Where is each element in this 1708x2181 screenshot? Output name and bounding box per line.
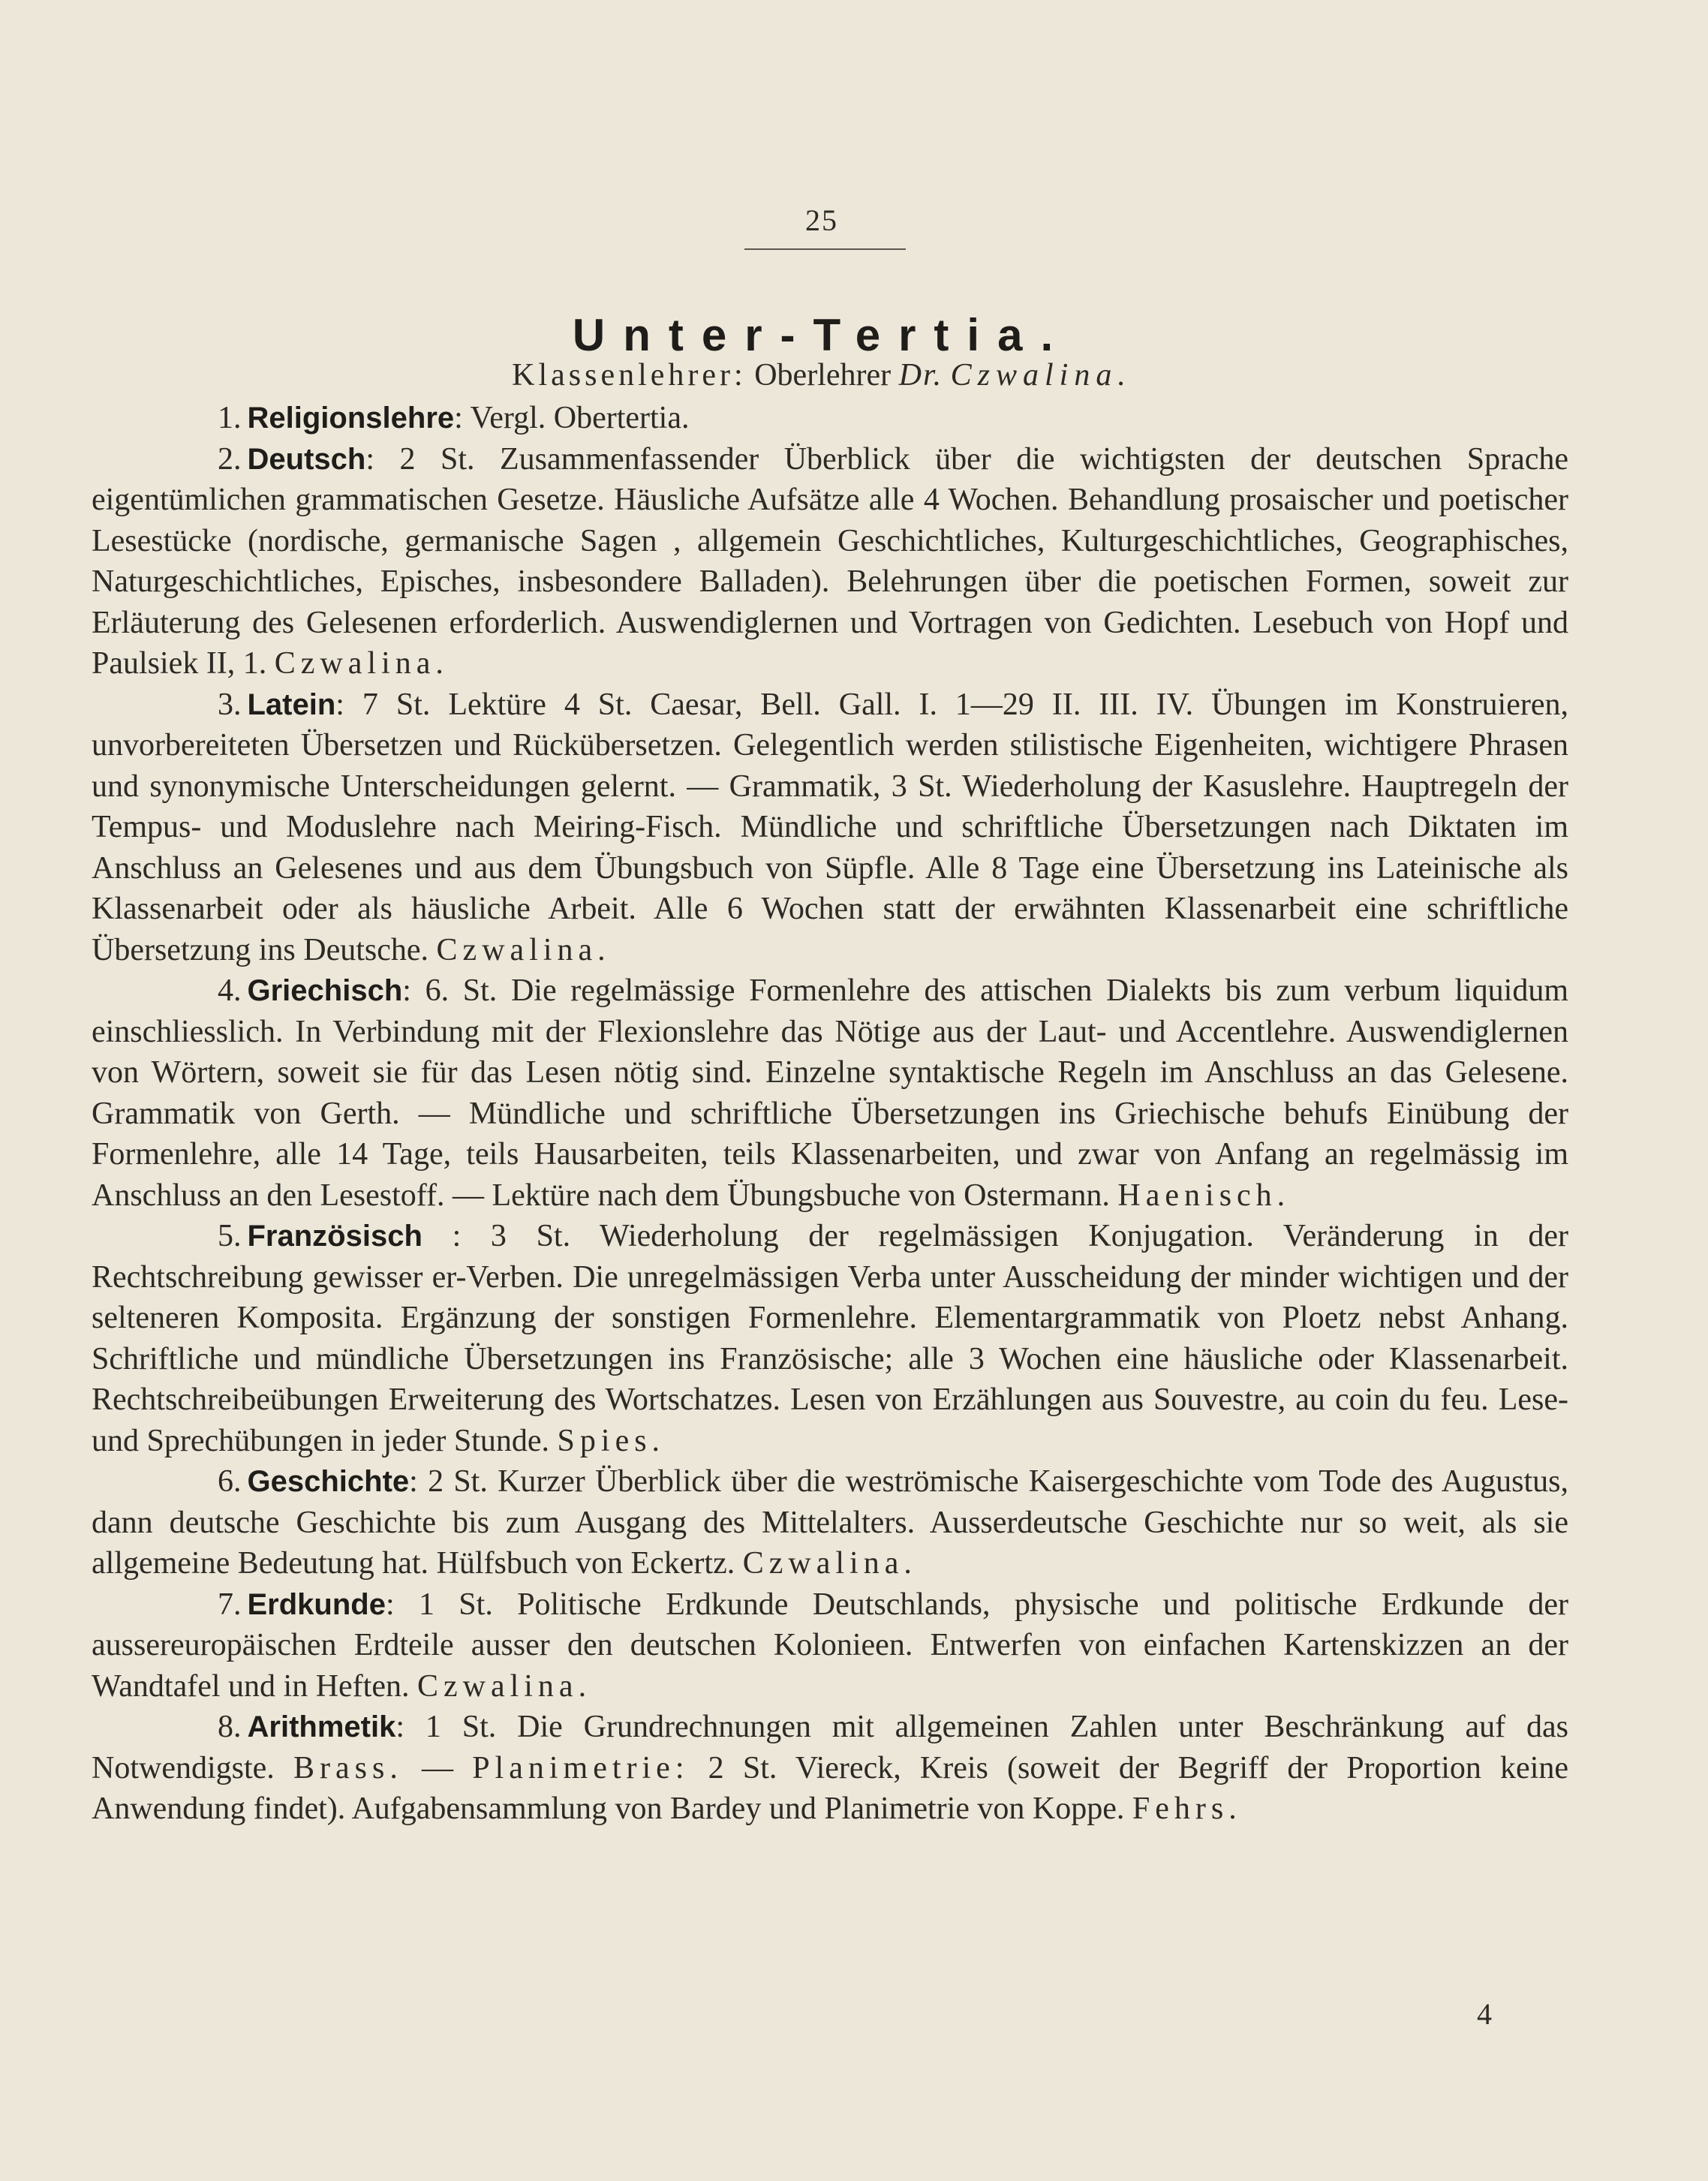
subject-arithmetik <box>92 1707 1568 1830</box>
subject-number: 2. <box>218 441 242 477</box>
subject-teacher: Czwalina. <box>416 1668 592 1704</box>
subject-latein <box>92 684 1568 971</box>
subject-name: Geschichte <box>247 1465 410 1498</box>
subject-separator: : <box>335 687 344 722</box>
subject-number: 8. <box>218 1710 242 1744</box>
subject-list <box>92 398 1568 1830</box>
subject-separator: : <box>365 441 374 477</box>
page-number: 25 <box>805 203 838 237</box>
subject-separator: : <box>454 401 463 435</box>
subject-name: Erdkunde <box>247 1587 386 1621</box>
subject-erdkunde <box>92 1584 1568 1707</box>
class-teacher-name: Czwalina. <box>950 358 1132 393</box>
subject-text: 1 St. Die Grundrechnungen mit allgemeinen Zahlen unter Beschränkung auf das Notwendigste. <box>92 1710 1568 1785</box>
subject-text: 1 St. Politische Erdkunde Deutschlands, physische und politische Erdkunde der aussereuropäischen Erdteile ausser den deutschen Kolonieen. Entwerfen von einfachen Kartenskizzen an der Wandtafel und in Heften. <box>92 1587 1568 1704</box>
class-teacher-title: Dr. <box>898 358 943 393</box>
subject-separator: : <box>409 1464 418 1499</box>
subject-text: 6. St. Die regelmässige Formenlehre des attischen Dialekts bis zum verbum liquidum einschliesslich. In Verbindung mit der Flexionslehre das Nötige aus der Laut- und Accentlehre. Auswendiglernen von Wörtern, soweit sie für das Lesen nötig sind. Einzelne syntaktische Regeln im Anschluss an das Gelesene. Grammatik von Gerth. — Mündliche und schriftliche Übersetzungen ins Griechische behufs Einübung der Formenlehre, alle 14 Tage, teils Hausarbeiten, teils Klassenarbeiten, und zwar von Anfang an regelmässig im Anschluss an den Lesestoff. — Lektüre nach dem Übungsbuche von Ostermann. <box>92 973 1568 1213</box>
subject-text-planimetrie: 2 St. Viereck, Kreis (soweit der Begriff der Proportion keine Anwendung findet). Aufgabensammlung von Bardey und Planimetrie von Koppe. <box>92 1750 1568 1826</box>
subject-number: 3. <box>218 687 242 722</box>
subject-deutsch <box>92 439 1568 684</box>
subject-text: 7 St. Lektüre 4 St. Caesar, Bell. Gall. I. 1—29 II. III. IV. Übungen im Konstruieren, unvorbereiteten Übersetzen und Rückübersetzen. Gelegentlich werden stilistische Eigenheiten, wichtigere Phrasen und synonymische Unterscheidungen gelernt. — Grammatik, 3 St. Wiederholung der Kasuslehre. Hauptregeln der Tempus- und Moduslehre nach Meiring-Fisch. Mündliche und schriftliche Übersetzungen nach Diktaten im Anschluss an Gelesenes und aus dem Übungsbuch von Süpfle. Alle 8 Tage eine Übersetzung ins Lateinische als Klassenarbeit oder als häusliche Arbeit. Alle 6 Wochen statt der erwähnten Klassenarbeit eine schriftliche Übersetzung ins Deutsche. <box>92 687 1568 967</box>
subject-text: 2 St. Zusammenfassender Überblick über die wichtigsten der deutschen Sprache eigentümlichen grammatischen Gesetze. Häusliche Aufsätze alle 4 Wochen. Behandlung prosaischer und poetischer Lesestücke (nordische, germanische Sagen , allgemein Geschichtliches, Kulturgeschichtliches, Geographisches, Naturgeschichtliches, Episches, insbesondere Balladen). Belehrungen über die poetischen Formen, soweit zur Erläuterung des Gelesenen erforderlich. Auswendiglernen und Vortragen von Gedichten. Lesebuch von Hopf und Paulsiek II, 1. <box>92 441 1568 681</box>
subject-name: Arithmetik <box>247 1710 396 1743</box>
subject-teacher: Czwalina. <box>274 646 449 681</box>
subject-text: 3 St. Wiederholung der regelmässigen Konjugation. Veränderung in der Rechtschreibung gewisser er-Verben. Die unregelmässigen Verba unter Ausscheidung der minder wichtigen und der selteneren Komposita. Ergänzung der sonstigen Formenlehre. Elementargrammatik von Ploetz nebst Anhang. Schriftliche und mündliche Übersetzungen ins Französische; alle 3 Wochen eine häusliche oder Klassenarbeit. Rechtschreibeübungen Erweiterung des Wortschatzes. Lesen von Erzählungen aus Souvestre, au coin du feu. Lese- und Sprechübungen in jeder Stunde. <box>92 1219 1569 1458</box>
subject-number: 5. <box>218 1219 242 1253</box>
subject-teacher: Czwalina. <box>436 932 611 967</box>
subject-teacher: Brass. <box>293 1750 403 1785</box>
subject-griechisch <box>92 970 1568 1216</box>
subject-franzoesisch <box>92 1216 1568 1461</box>
page-number-rule <box>744 248 906 250</box>
subject-text: Vergl. Obertertia. <box>462 401 690 435</box>
subject-separator: : <box>395 1710 404 1744</box>
subject-subheading-planimetrie: Planimetrie: <box>472 1750 690 1785</box>
subject-name: Griechisch <box>247 974 403 1007</box>
subject-separator: : <box>385 1587 395 1622</box>
subject-teacher: Spies. <box>557 1423 666 1458</box>
class-teacher-rank: Oberlehrer <box>754 358 892 393</box>
subject-text: 2 St. Kurzer Überblick über die weströmische Kaisergeschichte vom Tode des Augustus, dann deutsche Geschichte bis zum Ausgang des Mittelalters. Ausserdeutsche Geschichte nur so weit, als sie allgemeine Bedeutung hat. Hülfsbuch von Eckertz. <box>92 1464 1568 1581</box>
subject-teacher-planimetrie: Fehrs. <box>1132 1791 1242 1826</box>
subject-religionslehre <box>92 398 1568 439</box>
subject-name: Latein <box>247 687 336 721</box>
section-title: Unter-Tertia. <box>572 310 1072 361</box>
subject-teacher: Haenisch. <box>1117 1178 1291 1213</box>
subject-number: 6. <box>218 1464 242 1499</box>
subject-number: 4. <box>218 973 242 1008</box>
subject-number: 7. <box>218 1587 242 1622</box>
subject-teacher: Czwalina. <box>742 1546 917 1581</box>
subject-name: Deutsch <box>247 442 366 476</box>
signature-mark: 4 <box>1477 1997 1492 2031</box>
subject-separator: : <box>402 973 411 1008</box>
subject-geschichte <box>92 1461 1568 1584</box>
subject-name: Französisch <box>247 1220 422 1253</box>
class-teacher-label: Klassenlehrer: <box>512 358 747 393</box>
class-teacher-line <box>0 357 1643 393</box>
subject-text-dash: — <box>402 1750 473 1785</box>
subject-number: 1. <box>218 401 242 435</box>
subject-separator: : <box>422 1219 462 1253</box>
subject-name: Religionslehre <box>247 402 455 435</box>
